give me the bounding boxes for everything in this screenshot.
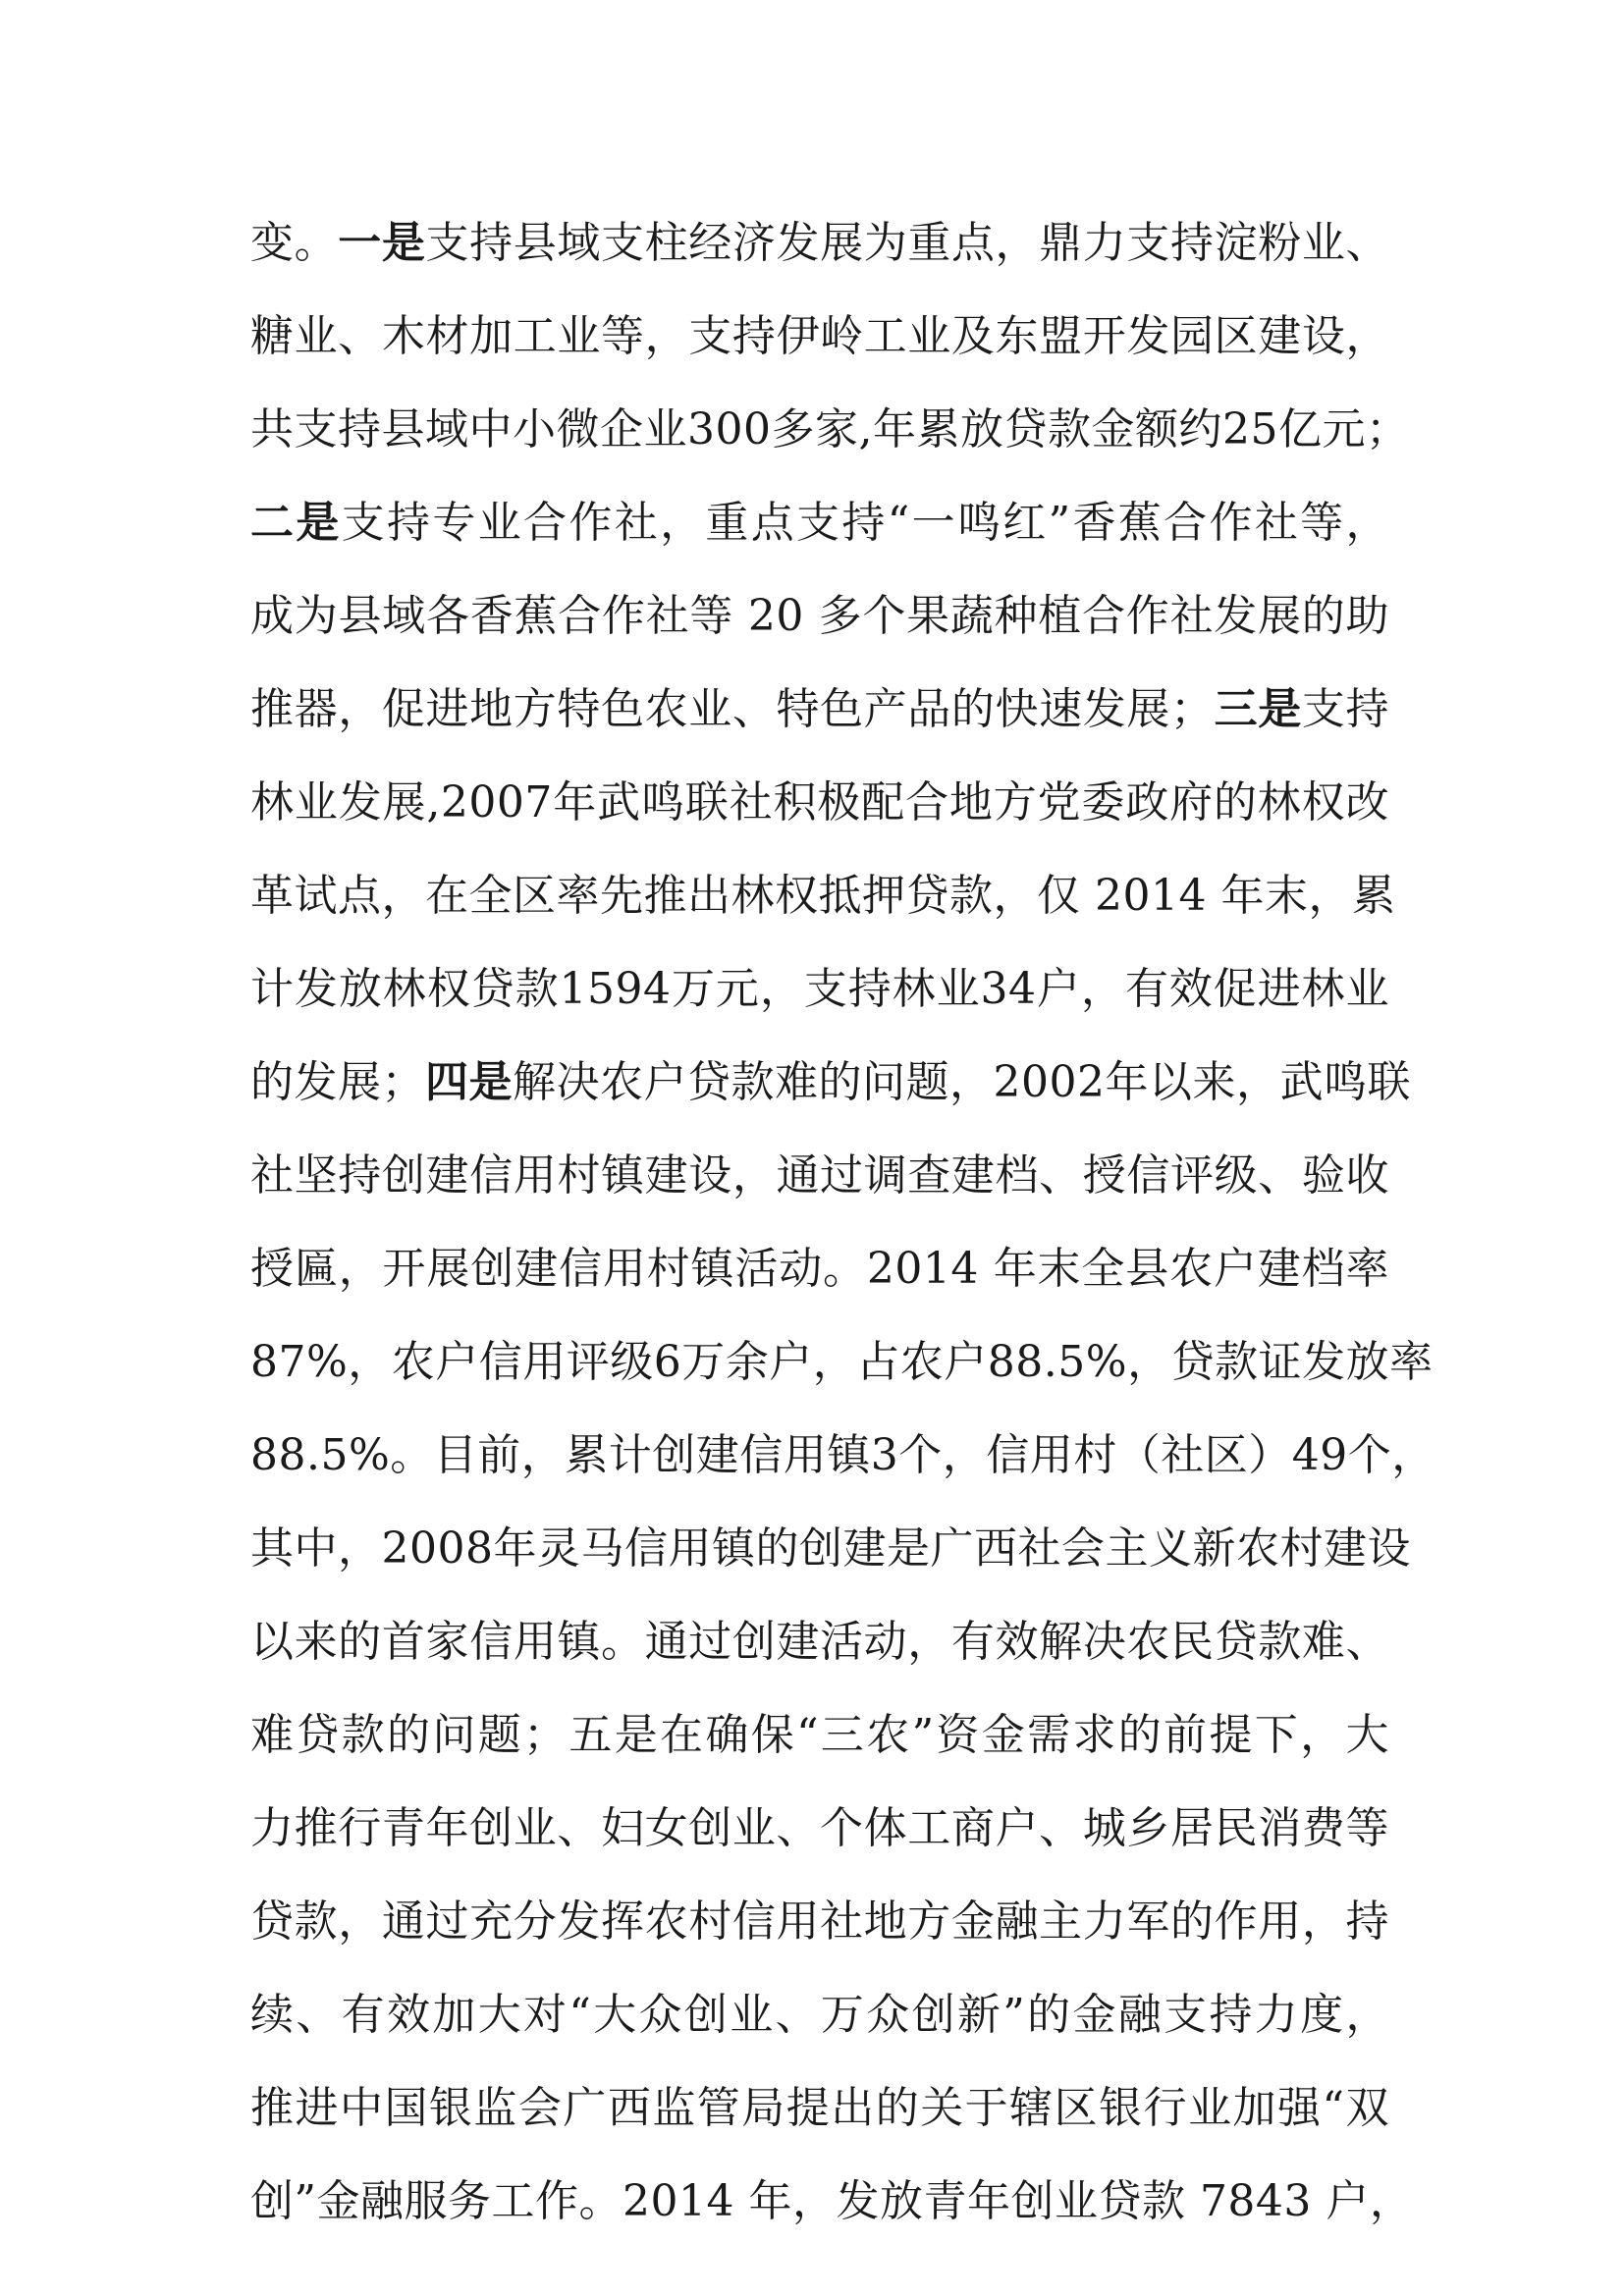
text-segment: 计发放林权贷款1594万元，支持林业34户，有效促进林业 (250, 964, 1389, 1014)
text-line (250, 196, 1389, 290)
text-segment: 革试点，在全区率先推出林权抵押贷款，仅 2014 年末，累 (250, 871, 1396, 921)
text-line (250, 1315, 1434, 1409)
text-line (250, 1968, 1389, 2061)
text-segment: 其中，2008年灵马信用镇的创建是广西社会主义新农村建设 (250, 1523, 1411, 1574)
text-segment: 糖业、木材加工业等，支持伊岭工业及东盟开发园区建设， (250, 311, 1389, 361)
text-line (250, 849, 1396, 942)
text-line (250, 756, 1389, 849)
text-line (250, 1222, 1389, 1315)
text-line (250, 1036, 1411, 1129)
text-segment: 88.5%。目前，累计创建信用镇3个，信用村（社区）49个， (250, 1430, 1435, 1480)
text-segment: 解决农户贷款难的问题，2002年以来，武鸣联 (513, 1057, 1411, 1107)
body-text (250, 196, 1435, 2248)
text-line (250, 942, 1389, 1036)
text-line (250, 1502, 1411, 1595)
emphasis-marker: 四是 (425, 1057, 513, 1107)
text-segment: 共支持县域中小微企业300多家,年累放贷款金额约25亿元； (250, 404, 1410, 454)
text-segment: 创”金融服务工作。2014 年，发放青年创业贷款 7843 户， (250, 2176, 1414, 2226)
text-segment: 续、有效加大对“大众创业、万众创新”的金融支持力度， (250, 1990, 1389, 2040)
text-line (250, 2061, 1389, 2155)
text-line (250, 383, 1410, 476)
emphasis-marker: 三是 (1214, 684, 1302, 734)
text-segment: 推器，促进地方特色农业、特色产品的快速发展； (250, 684, 1215, 734)
text-segment: 社坚持创建信用村镇建设，通过调查建档、授信评级、验收 (250, 1150, 1389, 1201)
emphasis-marker: 一是 (338, 218, 426, 268)
text-segment: 难贷款的问题；五是在确保“三农”资金需求的前提下，大 (250, 1710, 1389, 1760)
text-line (250, 1595, 1389, 1688)
text-line (250, 1782, 1389, 1875)
text-line (250, 1688, 1389, 1782)
text-segment: 87%，农户信用评级6万余户，占农户88.5%，贷款证发放率 (250, 1337, 1434, 1387)
text-line (250, 290, 1389, 383)
text-line (250, 1875, 1389, 1968)
text-line (250, 1129, 1389, 1222)
text-line (250, 663, 1389, 756)
text-line (250, 2155, 1414, 2248)
text-segment: 授匾，开展创建信用村镇活动。2014 年末全县农户建档率 (250, 1244, 1389, 1294)
text-segment: 支持县域支柱经济发展为重点，鼎力支持淀粉业、 (425, 218, 1390, 268)
text-segment: 以来的首家信用镇。通过创建活动，有效解决农民贷款难、 (250, 1617, 1389, 1667)
text-segment: 变。 (250, 218, 339, 268)
text-line (250, 476, 1389, 569)
emphasis-marker: 二是 (250, 498, 342, 548)
text-line (250, 569, 1389, 663)
text-segment: 成为县域各香蕉合作社等 20 多个果蔬种植合作社发展的助 (250, 591, 1389, 641)
text-segment: 支持专业合作社，重点支持“一鸣红”香蕉合作社等， (341, 498, 1389, 548)
text-line (250, 1409, 1435, 1502)
text-segment: 的发展； (250, 1057, 425, 1107)
text-segment: 贷款，通过充分发挥农村信用社地方金融主力军的作用，持 (250, 1896, 1389, 1947)
text-segment: 推进中国银监会广西监管局提出的关于辖区银行业加强“双 (250, 2083, 1389, 2133)
text-segment: 力推行青年创业、妇女创业、个体工商户、城乡居民消费等 (250, 1803, 1389, 1853)
text-segment: 林业发展,2007年武鸣联社积极配合地方党委政府的林权改 (250, 777, 1389, 828)
text-segment: 支持 (1301, 684, 1390, 734)
